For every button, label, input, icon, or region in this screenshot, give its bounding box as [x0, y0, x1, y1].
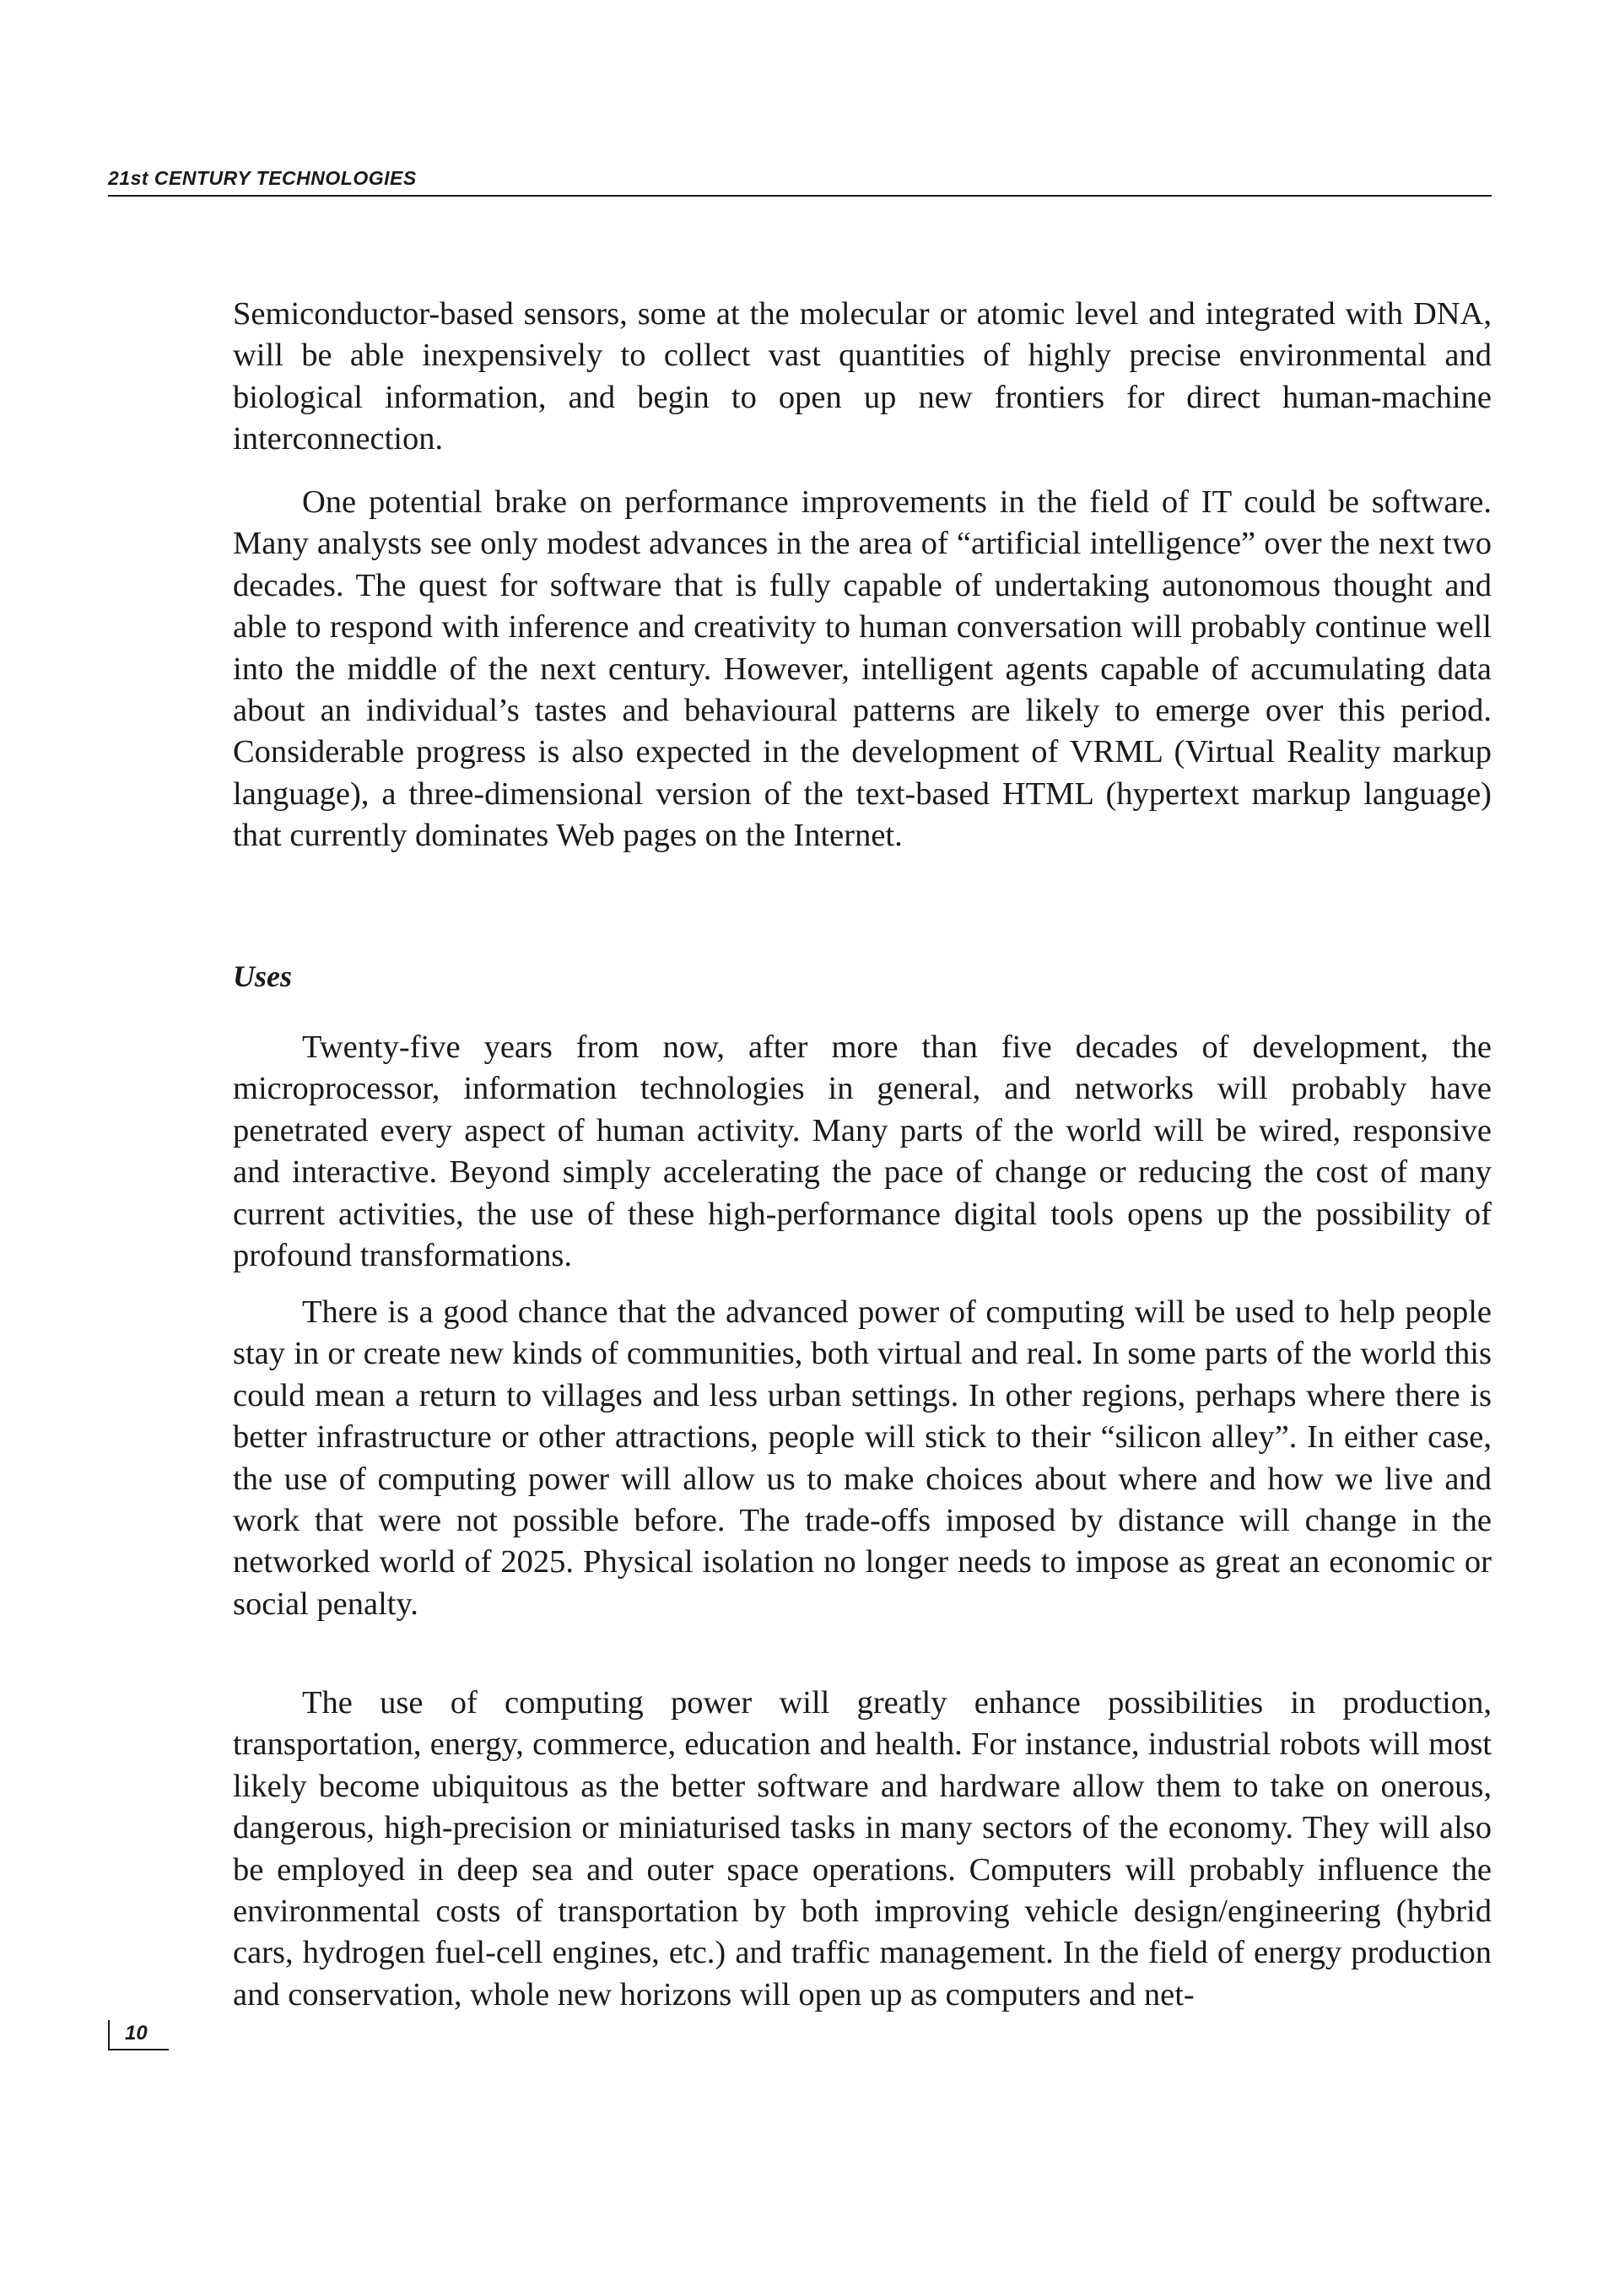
page-number-box: [108, 2020, 169, 2050]
running-head: [108, 167, 1492, 197]
body-column-computing-power: [233, 1683, 1492, 2016]
body-column-software: [233, 482, 1492, 857]
body-column-communities: [233, 1292, 1492, 1625]
paragraph-computing-power: The use of computing power will greatly enhance possibilities in production, transportation, energy, commerce, education and health. For instance, industrial robots will most likely become ubiquitous as the better software and hardware allow them to take on onerous, dangerous, high-precision or miniaturised tasks in many sectors of the economy. They will also be employed in deep sea and outer space operations. Computers will probably influence the environmental costs of transportation by both improving vehicle design/engineering (hybrid cars, hydrogen fuel-cell engines, etc.) and traffic management. In the field of energy production and conservation, whole new horizons will open up as computers and net-: [233, 1685, 1492, 2012]
body-column-uses: [233, 1027, 1492, 1277]
paragraph-software: One potential brake on performance improvements in the field of IT could be software. Many analysts see only modest advances in the area of “artificial intelligence” over the next two decades. The quest for software that is fully capable of undertaking autonomous thought and able to respond with inference and creativity to human conversation will probably continue well into the middle of the next century. However, intelligent agents capable of accumulating data about an individual’s tastes and behavioural patterns are likely to emerge over this period. Considerable progress is also expected in the development of VRML (Virtual Reality markup language), a three-dimensional version of the text-based HTML (hypertext markup language) that currently dominates Web pages on the Internet.: [233, 484, 1492, 854]
paragraph-sensors: Semiconductor-based sensors, some at the molecular or atomic level and integrated with DNA, will be able inexpensively to collect vast quantities of highly precise environmental and biological information, and begin to open up new frontiers for direct human-machine interconnection.: [233, 296, 1492, 457]
running-head-text: 21st CENTURY TECHNOLOGIES: [108, 167, 417, 189]
page-number: 10: [125, 2022, 148, 2045]
paragraph-twenty-five-years: Twenty-five years from now, after more than five decades of development, the microprocessor, information technologies in general, and networks will probably have penetrated every aspect of human activity. Many parts of the world will be wired, responsive and interactive. Beyond simply accelerating the pace of change or reducing the cost of many current activities, the use of these high-performance digital tools opens up the possibility of profound transformations.: [233, 1029, 1492, 1274]
body-column-top: [233, 294, 1492, 461]
paragraph-communities: There is a good chance that the advanced power of computing will be used to help people stay in or create new kinds of communities, both virtual and real. In some parts of the world this could mean a return to villages and less urban settings. In other regions, perhaps where there is better infrastructure or other attractions, people will stick to their “silicon alley”. In either case, the use of computing power will allow us to make choices about where and how we live and work that were not possible before. The trade-offs imposed by distance will change in the networked world of 2025. Physical isolation no longer needs to impose as great an economic or social penalty.: [233, 1294, 1492, 1622]
section-heading: Uses: [233, 959, 292, 993]
